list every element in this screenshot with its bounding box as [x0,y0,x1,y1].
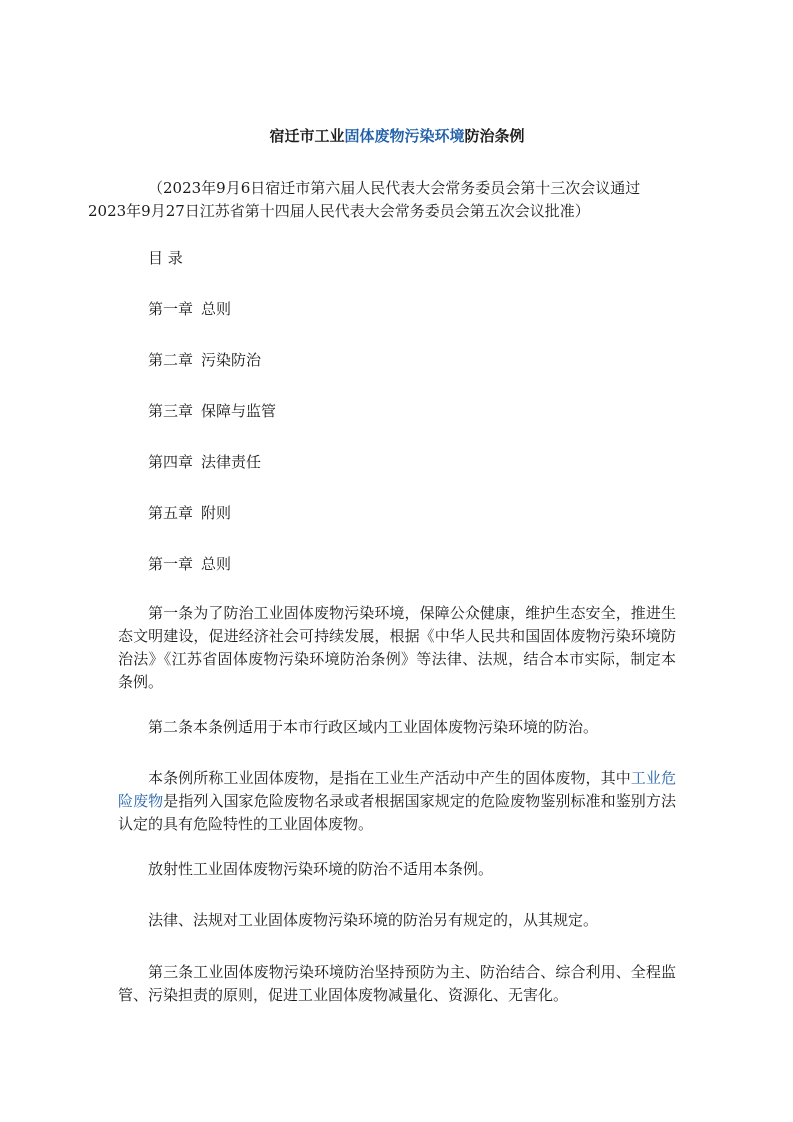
toc-item-number: 第一章 [148,300,194,318]
toc-item-name: 污染防治 [201,351,262,369]
hazardous-waste-link[interactable]: 工业危险废物 [118,769,676,810]
toc-item-number: 第五章 [148,504,194,522]
meta-line-1: （2023年9月6日宿迁市第六届人民代表大会常务委员会第十三次会议通过 [148,179,641,197]
toc-item-name: 附则 [201,504,232,522]
article-3: 第三条工业固体废物污染环境防治坚持预防为主、防治结合、综合利用、全程监管、污染担责的原则，促进工业固体废物减量化、资源化、无害化。 [118,963,676,1004]
document-meta [88,177,676,223]
article-2: 第二条本条例适用于本市行政区域内工业固体废物污染环境的防治。 [148,718,599,736]
meta-line-2: 2023年9月27日江苏省第十四届人民代表大会常务委员会第五次会议批准） [88,202,590,220]
title-link[interactable]: 固体废物污染环境 [344,127,465,145]
toc-item-number: 第四章 [148,453,194,471]
title-suffix: 防治条例 [464,127,525,145]
document-title [118,126,676,146]
toc-heading: 目 录 [148,249,183,267]
article-2-paragraph-3: 放射性工业固体废物污染环境的防治不适用本条例。 [148,860,494,878]
paragraph-text: 是指列入国家危险废物名录或者根据国家规定的危险废物鉴别标准和鉴别方法认定的具有危险特性的工业固体废物。 [118,792,676,833]
article-2-paragraph-4: 法律、法规对工业固体废物污染环境的防治另有规定的，从其规定。 [148,911,599,929]
toc-item-name: 总则 [201,300,232,318]
chapter-number: 第一章 [148,555,194,573]
toc-item-name: 法律责任 [201,453,262,471]
toc-item[interactable] [148,349,261,372]
toc-item-name: 保障与监管 [201,402,277,420]
chapter-heading [148,553,231,576]
toc-item[interactable] [148,298,231,321]
toc-item-number: 第二章 [148,351,194,369]
toc-item[interactable] [148,502,231,525]
article-2-paragraph-2 [118,767,676,836]
toc-item[interactable] [148,451,261,474]
title-prefix: 宿迁市工业 [269,127,345,145]
chapter-name: 总则 [201,555,232,573]
paragraph-text: 本条例所称工业固体废物，是指在工业生产活动中产生的固体废物，其中 [148,769,631,787]
article-1: 第一条为了防治工业固体废物污染环境，保障公众健康，维护生态安全，推进生态文明建设，促进经济社会可持续发展，根据《中华人民共和国固体废物污染环境防治法》《江苏省固体废物污染环境防治条例》等法律、法规，结合本市实际，制定本条例。 [118,604,676,691]
toc-item[interactable] [148,400,276,423]
toc-item-number: 第三章 [148,402,194,420]
